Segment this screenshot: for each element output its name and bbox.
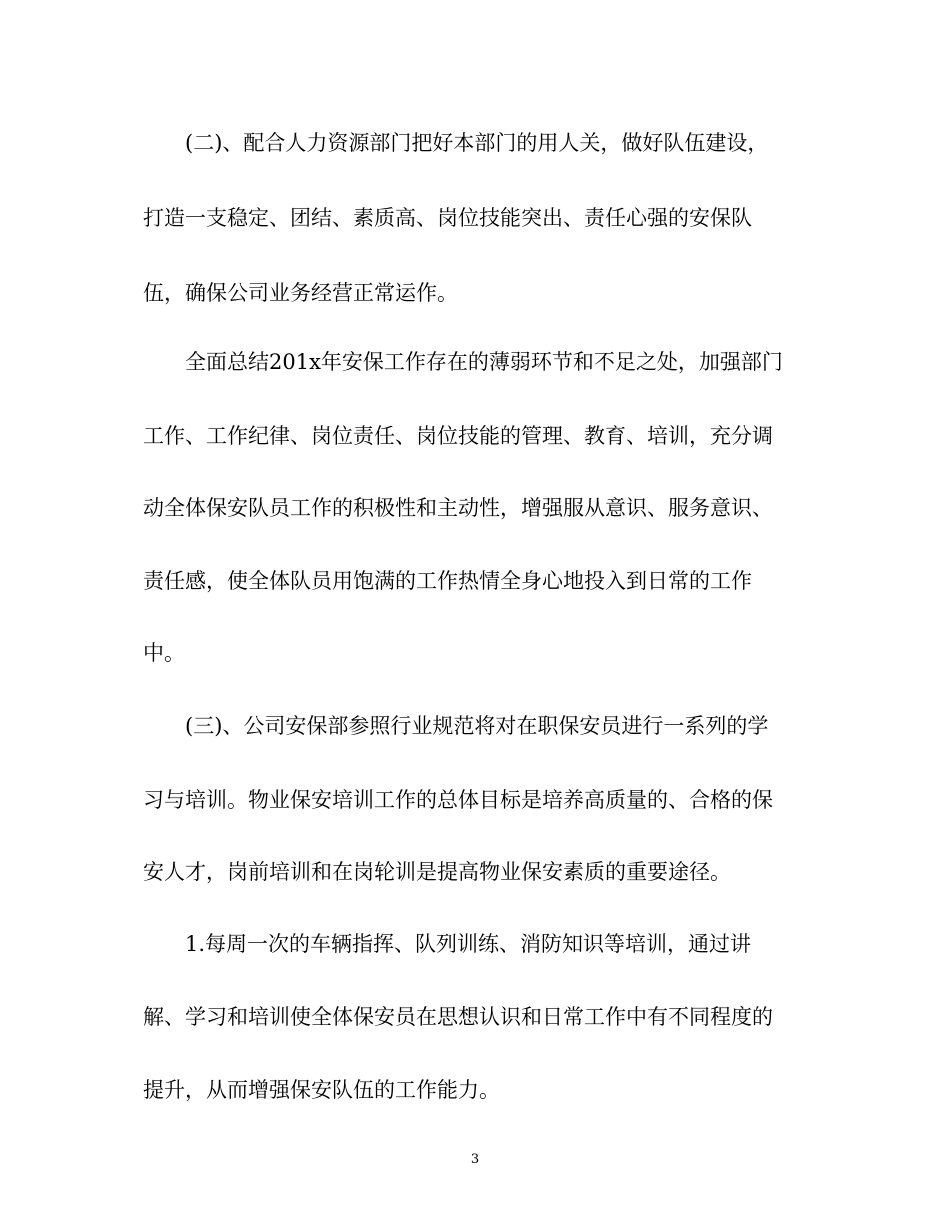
paragraph-1-line-1: (二)、配合人力资源部门把好本部门的用人关，做好队伍建设， <box>185 131 769 155</box>
paragraph-2-line-5: 中。 <box>143 641 185 665</box>
paragraph-3-line-1: (三)、公司安保部参照行业规范将对在职保安员进行一系列的学 <box>185 714 769 738</box>
paragraph-4-line-1: 1.每周一次的车辆指挥、队列训练、消防知识等培训，通过讲 <box>185 932 752 956</box>
paragraph-2-line-1: 全面总结201x年安保工作存在的薄弱环节和不足之处，加强部门 <box>185 350 783 374</box>
paragraph-2-line-3: 动全体保安队员工作的积极性和主动性，增强服从意识、服务意识、 <box>143 496 773 520</box>
paragraph-2-line-2: 工作、工作纪律、岗位责任、岗位技能的管理、教育、培训，充分调 <box>143 424 773 448</box>
page-number: 3 <box>470 1152 480 1167</box>
paragraph-1-line-2: 打造一支稳定、团结、素质高、岗位技能突出、责任心强的安保队 <box>143 206 752 230</box>
paragraph-4-line-3: 提升，从而增强保安队伍的工作能力。 <box>143 1078 500 1102</box>
paragraph-3-line-3: 安人才，岗前培训和在岗轮训是提高物业保安素质的重要途径。 <box>143 860 731 884</box>
paragraph-3-line-2: 习与培训。物业保安培训工作的总体目标是培养高质量的、合格的保 <box>143 788 773 812</box>
paragraph-4-line-2: 解、学习和培训使全体保安员在思想认识和日常工作中有不同程度的 <box>143 1005 773 1029</box>
paragraph-1-line-3: 伍，确保公司业务经营正常运作。 <box>143 281 458 305</box>
paragraph-2-line-4: 责任感，使全体队员用饱满的工作热情全身心地投入到日常的工作 <box>143 569 752 593</box>
